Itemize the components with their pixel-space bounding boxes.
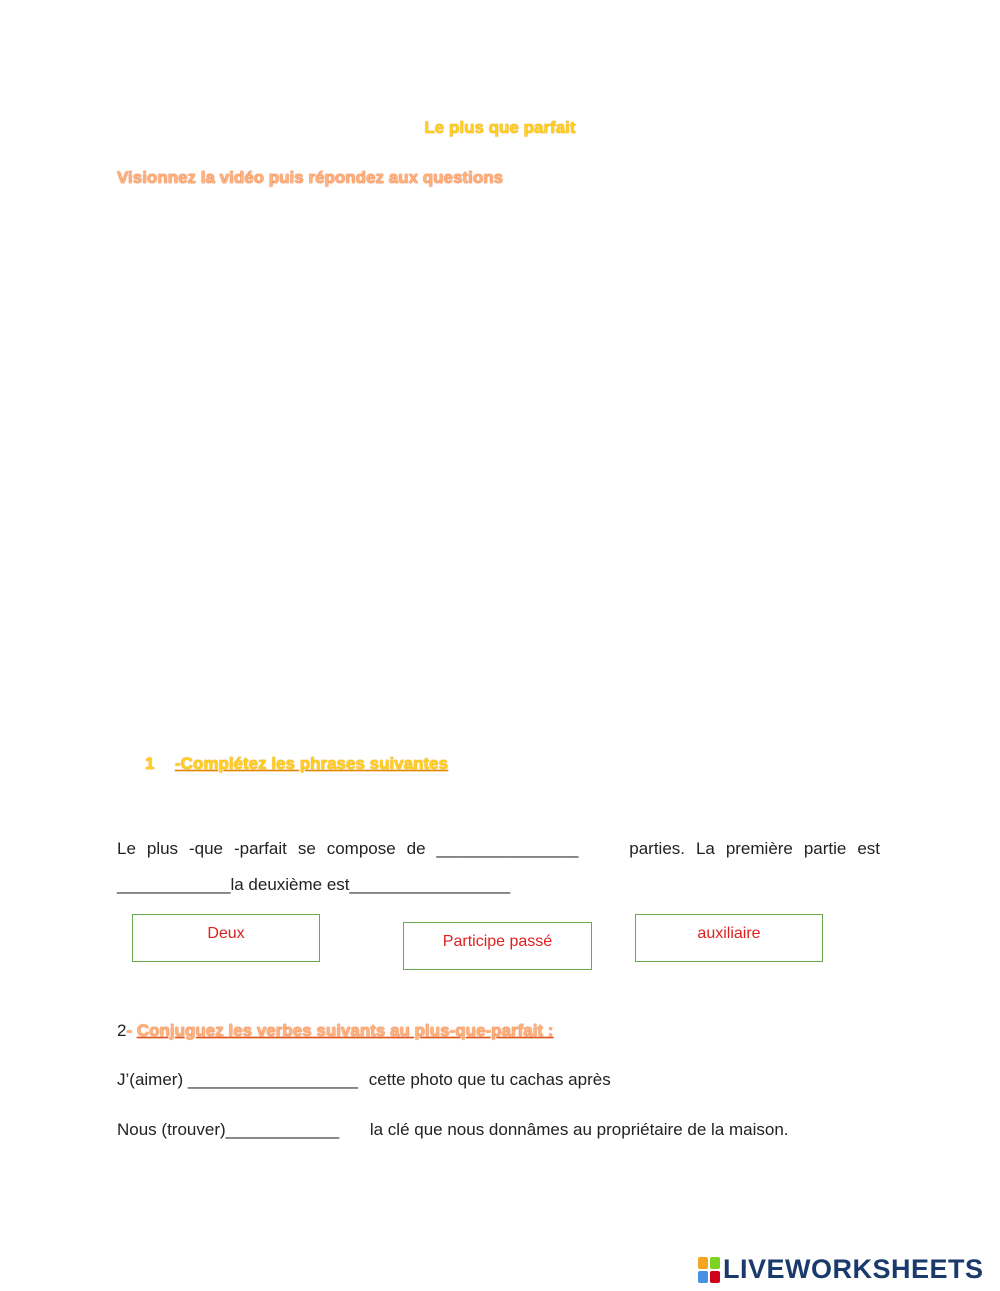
logo-block xyxy=(698,1257,708,1269)
logo-blocks-icon xyxy=(698,1257,720,1283)
word: partie xyxy=(803,839,847,858)
word: compose xyxy=(326,839,396,858)
word: première xyxy=(725,839,793,858)
exercise-line-2 xyxy=(117,1120,880,1140)
section-2-dash: - xyxy=(126,1021,133,1040)
word: parties. xyxy=(629,839,686,858)
section-1-heading xyxy=(145,754,448,774)
exercise-2-prompt[interactable]: Nous (trouver)____________ xyxy=(117,1120,340,1139)
exercise-line-1 xyxy=(117,1070,880,1090)
section-1-number: 1 xyxy=(145,754,155,773)
section-2-title: Conjuguez les verbes suivants au plus-que-parfait : xyxy=(136,1021,554,1040)
liveworksheets-logo xyxy=(698,1254,984,1285)
word: est xyxy=(857,839,880,858)
word: Le xyxy=(117,839,136,858)
exercise-1-rest: cette photo que tu cachas après xyxy=(368,1070,611,1089)
section-1-title: -Complétez les phrases suivantes xyxy=(175,754,449,773)
logo-block xyxy=(710,1271,720,1283)
exercise-2-rest: la clé que nous donnâmes au propriétaire de la maison. xyxy=(369,1120,789,1139)
word: La xyxy=(695,839,715,858)
page-title: Le plus que parfait xyxy=(424,118,576,137)
blank-1[interactable]: _______________ xyxy=(436,839,579,858)
answer-box-auxiliaire[interactable]: auxiliaire xyxy=(635,914,823,962)
logo-block xyxy=(698,1271,708,1283)
sentence-line-1 xyxy=(117,839,880,859)
instruction-heading: Visionnez la vidéo puis répondez aux questions xyxy=(117,168,504,187)
section-2-number: 2 xyxy=(117,1021,127,1040)
answer-box-participe-passe[interactable]: Participe passé xyxy=(403,922,592,970)
logo-text: LIVEWORKSHEETS xyxy=(723,1254,984,1284)
word: se xyxy=(297,839,316,858)
answer-box-deux[interactable]: Deux xyxy=(132,914,320,962)
word: de xyxy=(406,839,426,858)
section-2-heading xyxy=(117,1021,553,1041)
word: plus xyxy=(146,839,179,858)
word: -parfait xyxy=(233,839,287,858)
logo-block xyxy=(710,1257,720,1269)
sentence-line-2[interactable]: ____________la deuxième est_________________ xyxy=(117,875,511,894)
word: -que xyxy=(188,839,224,858)
exercise-1-prompt[interactable]: J’(aimer) __________________ xyxy=(117,1070,359,1089)
